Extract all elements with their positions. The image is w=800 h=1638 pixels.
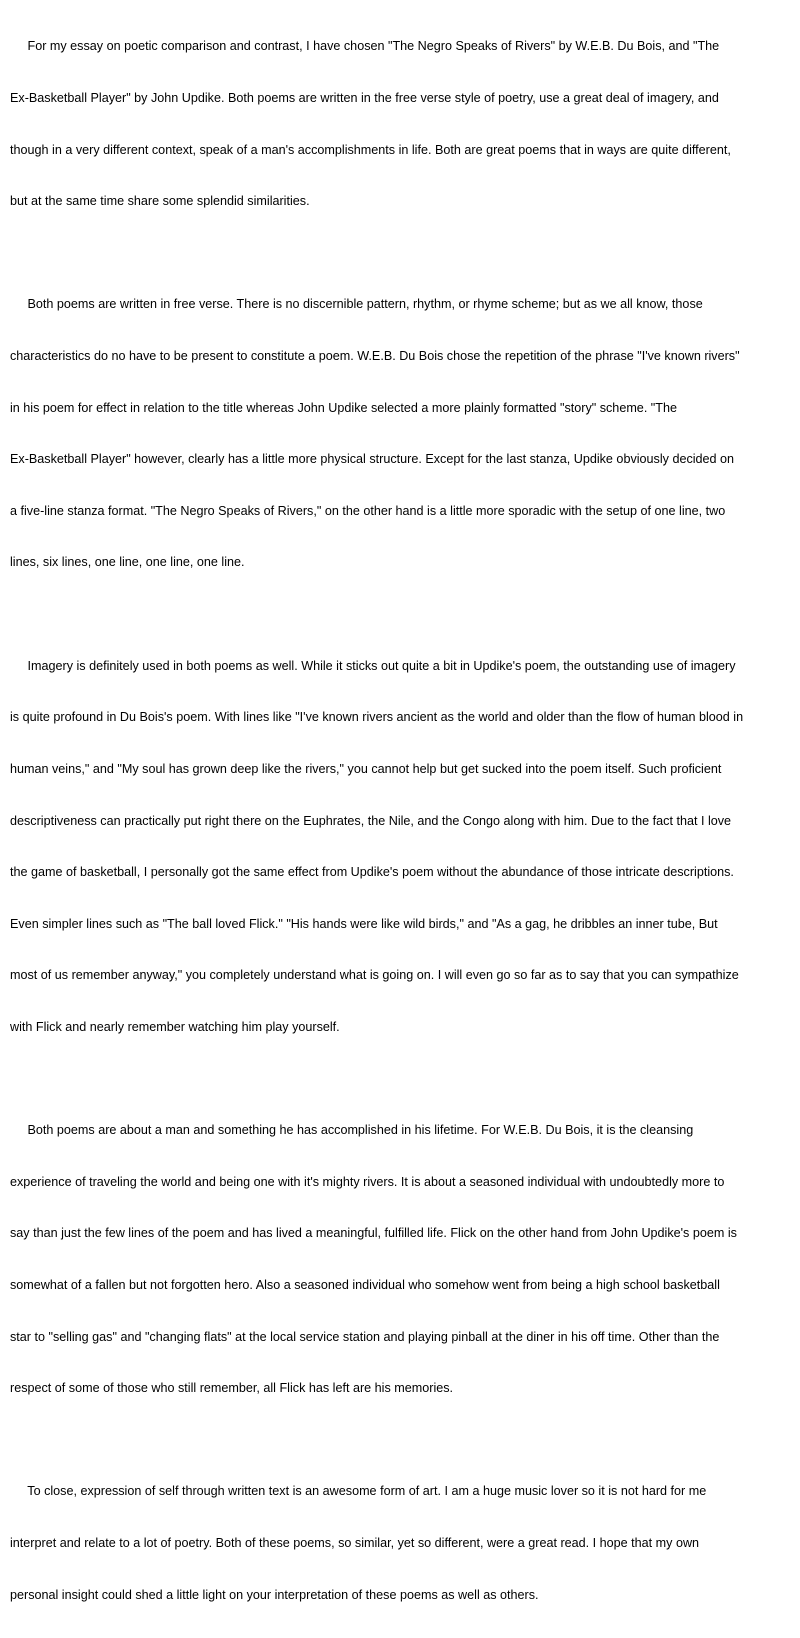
text-line: Imagery is definitely used in both poems as well. While it sticks out quite a bit in Updike's poem, the outstanding use of imagery xyxy=(10,658,736,673)
text-line: lines, six lines, one line, one line, one line. xyxy=(10,555,245,570)
text-line: star to "selling gas" and "changing flats" at the local service station and playing pinball at the diner in his off time. Other than the xyxy=(10,1329,720,1344)
text-line: though in a very different context, speak of a man's accomplishments in life. Both are great poems that in ways are quite different, xyxy=(10,142,731,157)
text-line: in his poem for effect in relation to the title whereas John Updike selected a more plainly formatted "story" scheme. "The xyxy=(10,400,677,415)
text-line: but at the same time share some splendid similarities. xyxy=(10,194,310,209)
text-line: interpret and relate to a lot of poetry. Both of these poems, so similar, yet so different, were a great read. I hope that my own xyxy=(10,1536,700,1551)
text-line: characteristics do no have to be present to constitute a poem. W.E.B. Du Bois chose the repetition of the phrase "I've known rivers" xyxy=(10,349,740,364)
text-line: most of us remember anyway," you completely understand what is going on. I will even go so far as to say that you can sympathize xyxy=(10,968,739,983)
text-line: descriptiveness can practically put right there on the Euphrates, the Nile, and the Congo along with him. Due to the fact that I love xyxy=(10,813,732,828)
text-line: somewhat of a fallen but not forgotten hero. Also a seasoned individual who somehow went from being a high school basketball xyxy=(10,1277,720,1292)
text-line: human veins," and "My soul has grown deep like the rivers," you cannot help but get sucked into the poem itself. Such proficient xyxy=(10,761,722,776)
text-line: the game of basketball, I personally got the same effect from Updike's poem without the abundance of those intricate descriptions. xyxy=(10,865,734,880)
paragraph-imagery xyxy=(10,623,800,1070)
text-line: experience of traveling the world and being one with it's mighty rivers. It is about a seasoned individual with undoubtedly more to xyxy=(10,1174,725,1189)
paragraph-conclusion xyxy=(10,1449,800,1638)
text-line: Even simpler lines such as "The ball loved Flick." "His hands were like wild birds," and "As a gag, he dribbles an inner tube, But xyxy=(10,916,718,931)
text-line: Both poems are written in free verse. There is no discernible pattern, rhythm, or rhyme scheme; but as we all know, those xyxy=(10,297,703,312)
text-line: To close, expression of self through written text is an awesome form of art. I am a huge music lover so it is not hard for me xyxy=(10,1484,707,1499)
text-line: Ex-Basketball Player" however, clearly has a little more physical structure. Except for the last stanza, Updike obviously decided on xyxy=(10,452,735,467)
text-line: say than just the few lines of the poem and has lived a meaningful, fulfilled life. Flick on the other hand from John Updike's poem is xyxy=(10,1226,737,1241)
text-line: with Flick and nearly remember watching him play yourself. xyxy=(10,1019,340,1034)
text-line: For my essay on poetic comparison and contrast, I have chosen "The Negro Speaks of Rivers" by W.E.B. Du Bois, and "The xyxy=(10,39,720,54)
text-line: a five-line stanza format. "The Negro Speaks of Rivers," on the other hand is a little more sporadic with the setup of one line, two xyxy=(10,503,726,518)
text-line: Both poems are about a man and something he has accomplished in his lifetime. For W.E.B. Du Bois, it is the cleansing xyxy=(10,1123,694,1138)
paragraph-intro xyxy=(10,4,800,245)
text-line: respect of some of those who still remember, all Flick has left are his memories. xyxy=(10,1381,454,1396)
text-line: Ex-Basketball Player" by John Updike. Both poems are written in the free verse style of poetry, use a great deal of imagery, and xyxy=(10,91,719,106)
paragraph-free-verse xyxy=(10,262,800,606)
paragraph-accomplishment xyxy=(10,1088,800,1432)
text-line: personal insight could shed a little light on your interpretation of these poems as well as others. xyxy=(10,1587,539,1602)
text-line: is quite profound in Du Bois's poem. With lines like "I've known rivers ancient as the world and older than the flow of human blood in xyxy=(10,710,744,725)
